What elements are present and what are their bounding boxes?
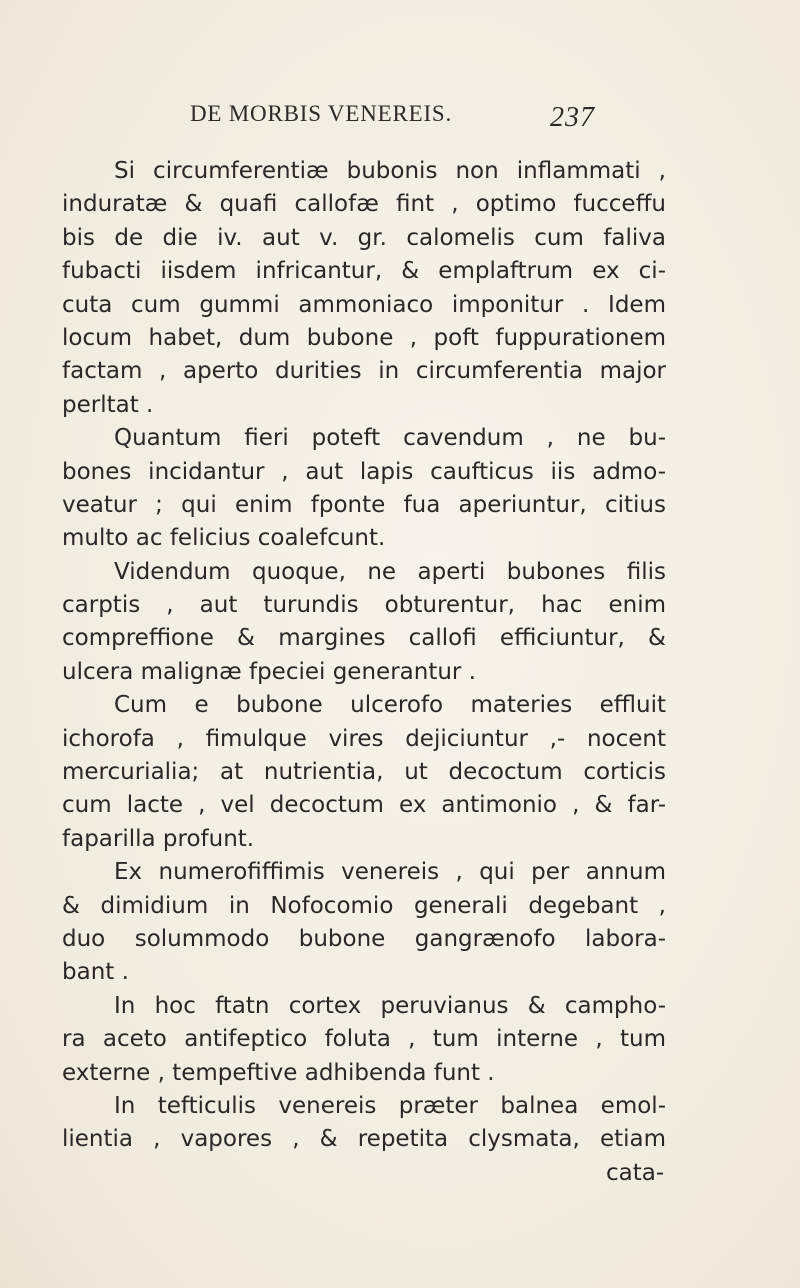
text-line: Si circumferentiæ bubonis non inflammati , bbox=[114, 158, 666, 184]
text-line: & dimidium in Nofocomio generali degebant , bbox=[62, 892, 666, 919]
text-line: fubacti iisdem infricantur, & emplaftrum ex ci- bbox=[62, 258, 666, 285]
text-line: Quantum fieri poteft cavendum , ne bu- bbox=[114, 425, 666, 452]
text-line: Cum e bubone ulcerofo materies effluit bbox=[114, 692, 666, 719]
page-number: 237 bbox=[550, 102, 595, 133]
running-head: DE MORBIS VENEREIS. bbox=[190, 101, 453, 126]
text-line: induratæ & quafi callofæ fint , optimo fucceffu bbox=[62, 191, 666, 218]
text-line: Videndum quoque, ne aperti bubones filis bbox=[114, 558, 666, 585]
text-line: cuta cum gummi ammoniaco imponitur . Idem bbox=[62, 291, 666, 318]
text-line: lientia , vapores , & repetita clysmata, etiam bbox=[62, 1126, 666, 1153]
text-line: multo ac felicius coalefcunt. bbox=[62, 525, 386, 552]
text-line: bones incidantur , aut lapis caufticus iis admo- bbox=[62, 458, 666, 485]
text-line: carptis , aut turundis obturentur, hac enim bbox=[62, 592, 666, 619]
text-line: In hoc ftatn cortex peruvianus & campho- bbox=[114, 992, 666, 1019]
text-line: ra aceto antifeptico foluta , tum interne , tum bbox=[62, 1026, 666, 1053]
text-line: compreffione & margines callofi efficiuntur, & bbox=[62, 625, 666, 652]
text-line: bis de die iv. aut v. gr. calomelis cum faliva bbox=[62, 224, 666, 251]
text-line: ulcera malignæ fpeciei generantur . bbox=[62, 658, 476, 685]
text-line: bant . bbox=[62, 959, 129, 986]
text-line: Ex numerofiffimis venereis , qui per annum bbox=[114, 859, 666, 886]
body-text bbox=[62, 155, 666, 1190]
text-line: externe , tempeftive adhibenda funt . bbox=[62, 1059, 495, 1086]
text-line: veatur ; qui enim fponte fua aperiuntur, citius bbox=[62, 491, 666, 518]
text-line: cum lacte , vel decoctum ex antimonio , & far- bbox=[62, 792, 666, 819]
text-line: perltat . bbox=[62, 391, 154, 418]
text-line: locum habet, dum bubone , poft fuppurationem bbox=[62, 324, 666, 351]
text-line: faparilla profunt. bbox=[62, 825, 255, 852]
text-line: factam , aperto durities in circumferentia major bbox=[62, 358, 666, 385]
text-line: ichorofa , fimulque vires dejiciuntur ,- nocent bbox=[62, 725, 666, 752]
text-line: mercurialia; at nutrientia, ut decoctum corticis bbox=[62, 759, 666, 786]
catchword: cata- bbox=[606, 1159, 665, 1186]
text-line: duo solummodo bubone gangrænofo labora- bbox=[62, 925, 666, 952]
text-line: In tefticulis venereis præter balnea emol- bbox=[114, 1092, 666, 1119]
page-header bbox=[0, 101, 800, 141]
